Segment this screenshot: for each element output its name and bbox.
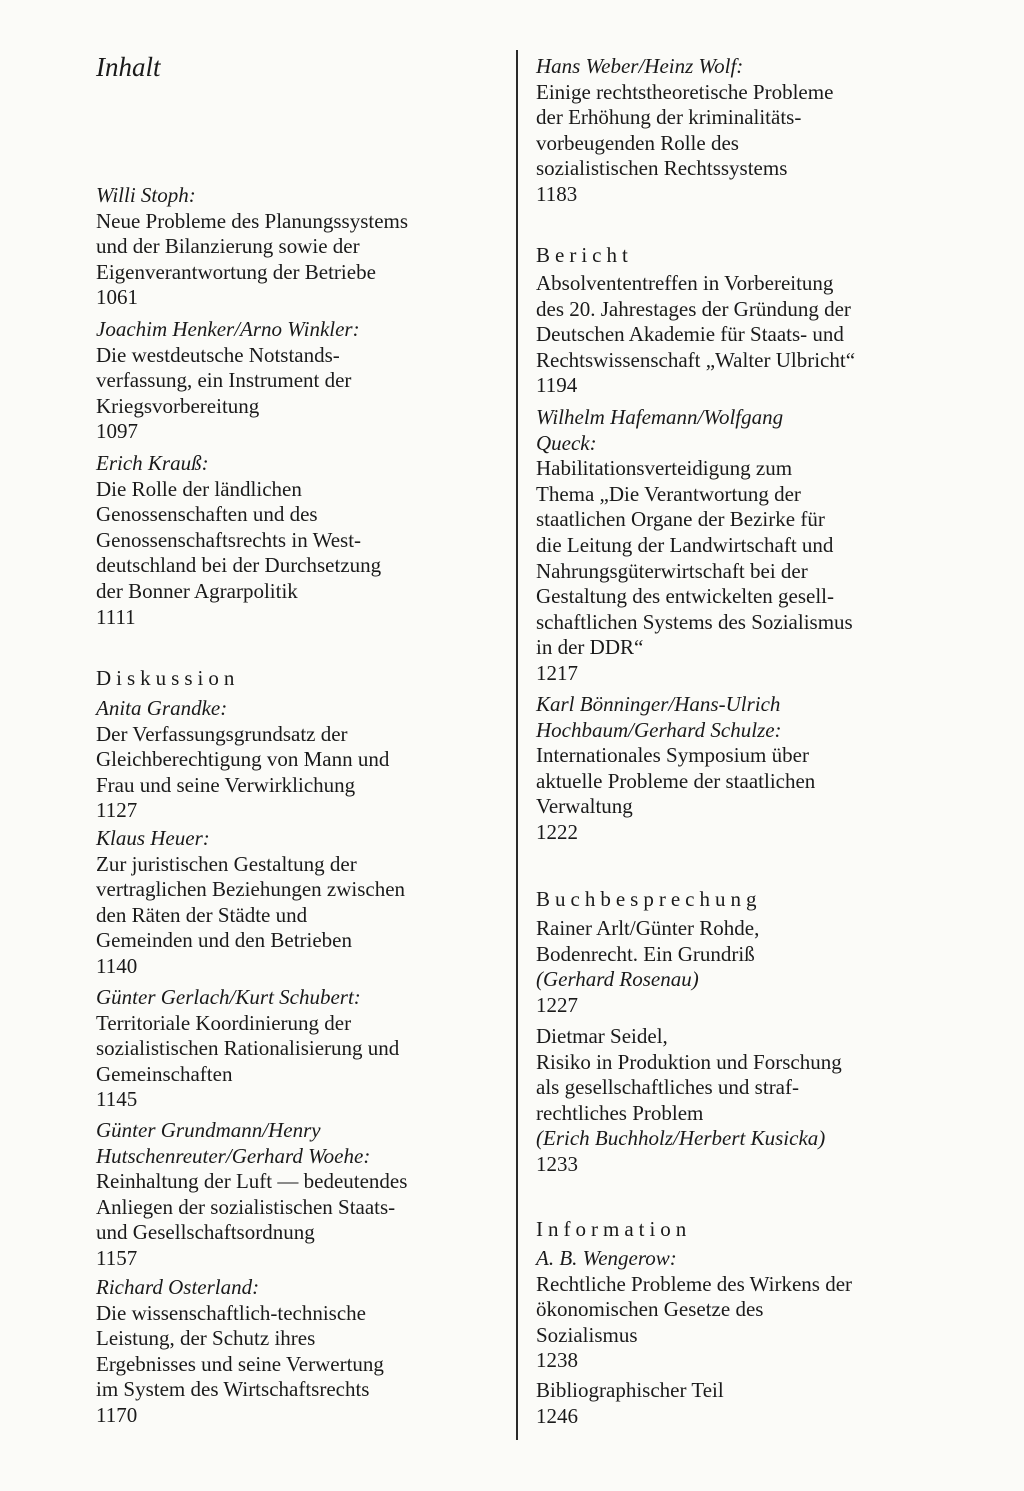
entry-page: 1233 <box>536 1151 578 1176</box>
entry-author: Klaus Heuer: <box>96 826 210 850</box>
section-bericht: Bericht <box>536 243 633 267</box>
toc-entry <box>96 1118 407 1272</box>
entry-page: 1217 <box>536 660 578 685</box>
entry-title: Rechtliche Probleme des Wirkens der ökonomischen Gesetze des Sozialismus <box>536 1271 853 1347</box>
entry-title: Zur juristischen Gestaltung der vertraglichen Beziehungen zwischen den Räten der Städte und Gemeinden und den Betrieben <box>96 851 406 953</box>
toc-entry <box>536 405 853 687</box>
entry-title: Die Rolle der ländlichen Genossenschaften und des Genossenschaftsrechts in West- deutschland bei der Durchsetzung der Bonner Agrarpolitik <box>96 476 382 603</box>
entry-title: Bibliographischer Teil <box>536 1378 724 1402</box>
entry-page: 1222 <box>536 819 578 844</box>
entry-title: Rainer Arlt/Günter Rohde, Bodenrecht. Ein Grundriß <box>536 916 760 966</box>
toc-entry <box>96 1275 384 1429</box>
entry-title: Neue Probleme des Planungssystems und der Bilanzierung sowie der Eigenverantwortung der Betriebe <box>96 208 409 284</box>
entry-page: 1140 <box>96 953 138 978</box>
entry-reviewer: (Erich Buchholz/Herbert Kusicka) <box>536 1126 826 1151</box>
entry-title: Reinhaltung der Luft — bedeutendes Anliegen der sozialistischen Staats- und Gesellschaftsordnung <box>96 1169 408 1245</box>
section-information: Information <box>536 1217 692 1241</box>
entry-title: Die westdeutsche Notstands- verfassung, ein Instrument der Kriegsvorbereitung <box>96 342 352 418</box>
entry-title: Absolvententreffen in Vorbereitung des 20. Jahrestages der Gründung der Deutschen Akademie für Staats- und Rechtswissenschaft „Walter Ulbricht“ <box>536 271 856 372</box>
entry-title: Habilitationsverteidigung zum Thema „Die Verantwortung der staatlichen Organe der Bezirke für die Leitung der Landwirtschaft und Nahrungsgüterwirtschaft bei der Gestaltung des entwickelten gesell- schaftlichen Systems des Sozialismus in der DDR“ <box>536 456 853 660</box>
entry-author: Willi Stoph: <box>96 183 196 207</box>
page-heading: Inhalt <box>96 52 161 82</box>
entry-page: 1061 <box>96 285 138 310</box>
toc-entry <box>96 317 360 445</box>
toc-entry <box>96 183 408 311</box>
entry-page: 1157 <box>96 1245 138 1270</box>
entry-author: Anita Grandke: <box>96 696 228 720</box>
entry-author: Joachim Henker/Arno Winkler: <box>96 317 360 341</box>
toc-entry <box>536 271 855 399</box>
entry-author: Richard Osterland: <box>96 1275 260 1299</box>
entry-title: Der Verfassungsgrundsatz der Gleichberechtigung von Mann und Frau und seine Verwirklichung <box>96 721 390 797</box>
toc-entry <box>536 916 759 1018</box>
entry-title: Die wissenschaftlich-technische Leistung, der Schutz ihres Ergebnisses und seine Verwertung im System des Wirtschaftsrechts <box>96 1300 384 1402</box>
section-buchbesprechung: Buchbesprechung <box>536 887 762 911</box>
entry-page: 1097 <box>96 419 138 444</box>
entry-page: 1238 <box>536 1348 578 1373</box>
entry-page: 1170 <box>96 1402 138 1427</box>
entry-title: Einige rechtstheoretische Probleme der Erhöhung der kriminalitäts- vorbeugenden Rolle des sozialistischen Rechtssystems <box>536 79 834 181</box>
entry-author: Wilhelm Hafemann/Wolfgang Queck: <box>536 405 784 455</box>
entry-page: 1246 <box>536 1403 578 1428</box>
entry-page: 1127 <box>96 798 138 823</box>
toc-entry <box>96 826 405 980</box>
entry-page: 1183 <box>536 181 578 206</box>
entry-page: 1145 <box>96 1087 138 1112</box>
toc-entry <box>536 1378 724 1429</box>
toc-entry <box>96 451 381 630</box>
entry-page: 1227 <box>536 992 578 1017</box>
entry-page: 1194 <box>536 373 578 398</box>
entry-author: Günter Grundmann/Henry Hutschenreuter/Gerhard Woehe: <box>96 1118 371 1168</box>
entry-author: Karl Bönninger/Hans-Ulrich Hochbaum/Gerhard Schulze: <box>536 692 782 742</box>
entry-author: A. B. Wengerow: <box>536 1246 677 1270</box>
section-diskussion: Diskussion <box>96 666 240 690</box>
toc-entry <box>536 54 833 208</box>
toc-entry <box>536 692 815 846</box>
toc-entry <box>536 1024 842 1178</box>
toc-entry <box>96 985 399 1113</box>
column-divider <box>516 50 518 1440</box>
entry-author: Günter Gerlach/Kurt Schubert: <box>96 985 361 1009</box>
entry-title: Territoriale Koordinierung der sozialistischen Rationalisierung und Gemeinschaften <box>96 1010 400 1086</box>
entry-page: 1111 <box>96 604 136 629</box>
toc-entry <box>96 696 389 824</box>
entry-title: Dietmar Seidel, Risiko in Produktion und Forschung als gesellschaftliches und straf- rechtliches Problem <box>536 1024 842 1125</box>
entry-reviewer: (Gerhard Rosenau) <box>536 967 699 992</box>
entry-author: Erich Krauß: <box>96 451 209 475</box>
entry-title: Internationales Symposium über aktuelle Probleme der staatlichen Verwaltung <box>536 743 816 819</box>
entry-author: Hans Weber/Heinz Wolf: <box>536 54 744 78</box>
toc-entry <box>536 1246 852 1374</box>
